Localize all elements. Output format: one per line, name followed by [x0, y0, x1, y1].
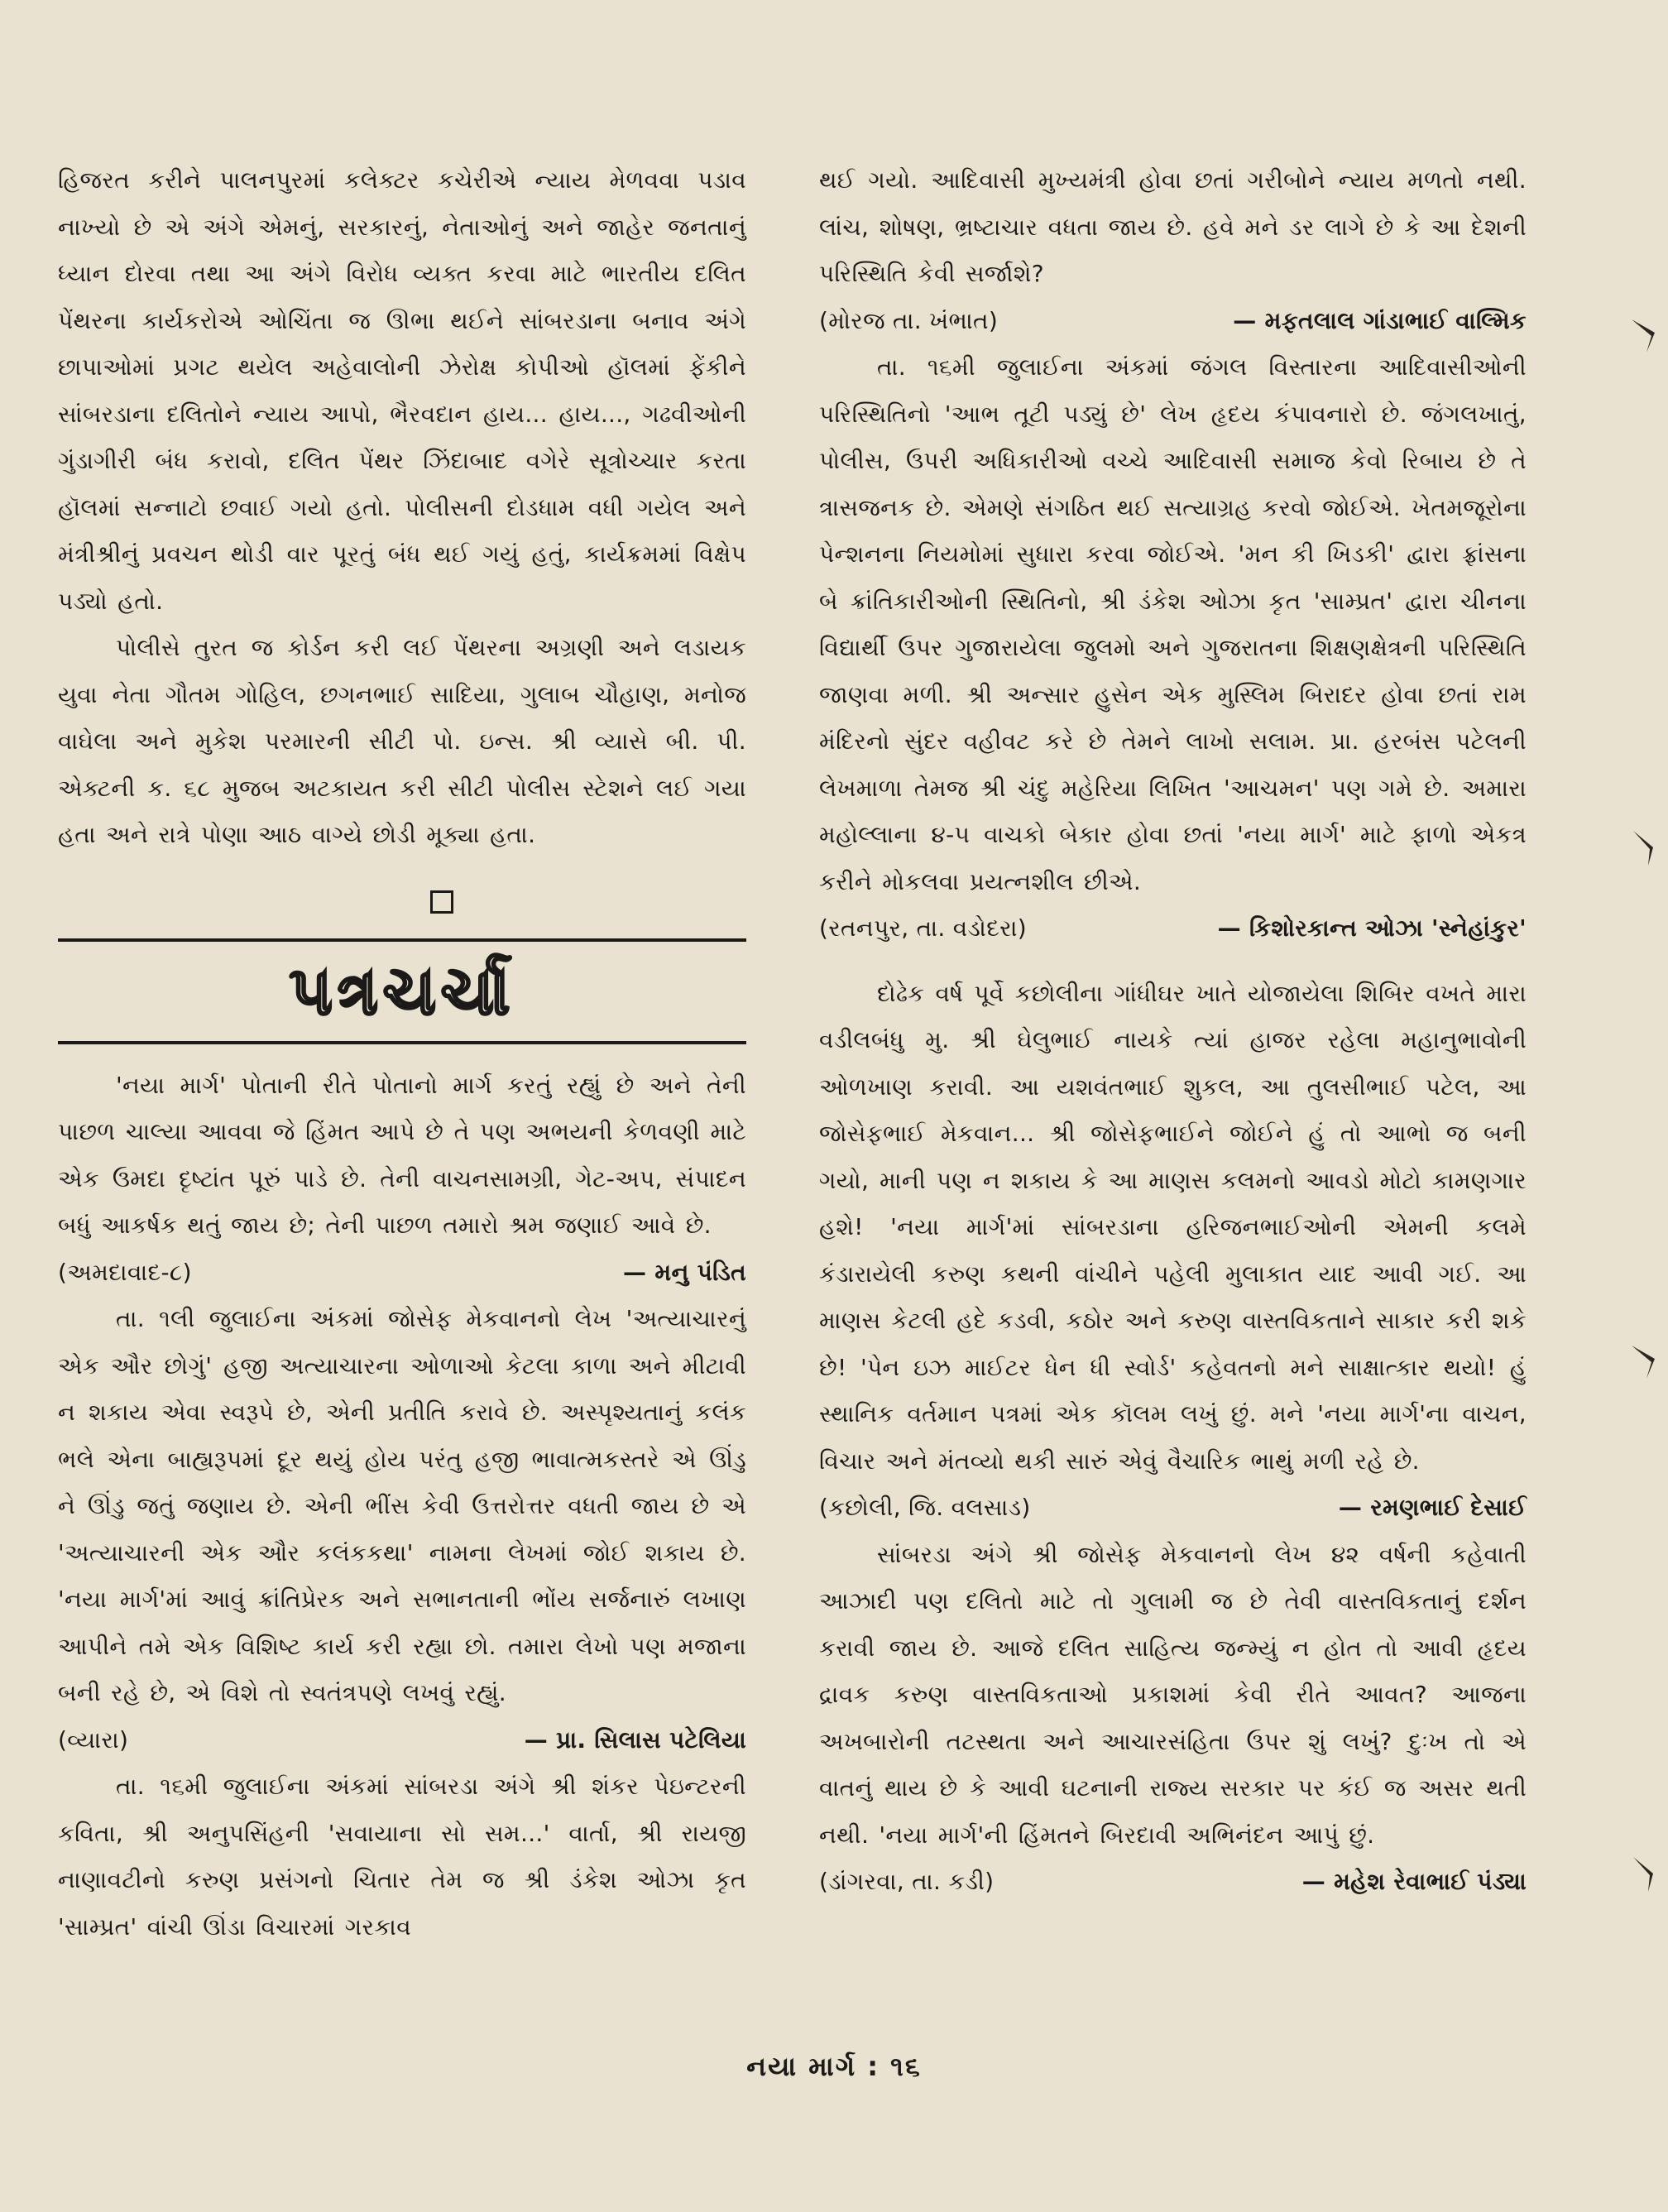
letter: [819, 971, 1527, 1532]
letter-place: (મોરજ તા. ખંભાત): [819, 306, 999, 334]
punch-hole-mark: [1630, 1855, 1668, 1893]
letter-place: (વ્યારા): [58, 1725, 129, 1754]
letter: [819, 1532, 1527, 1906]
continued-letter-text: તા. ૧૬મી જુલાઈના અંકમાં સાંબરડા અંગે શ્રી શંકર પેઇન્ટરની કવિતા, શ્રી અનુપસિંહની 'સવાયાના સો સમ...' વાર્તા, શ્રી રાયજી નાણાવટીનો કરુણ પ્રસંગનો ચિતાર તેમ જ શ્રી ડંકેશ ઓઝા કૃત 'સામ્પ્રત' વાંચી ઊંડા વિચારમાં ગરકાવ: [58, 1773, 746, 1941]
letter-place: (અમદાવાદ-૮): [58, 1258, 192, 1286]
letter-text: દોઢેક વર્ષ પૂર્વે કછોલીના ગાંધીઘર ખાતે યોજાયેલા શિબિર વખતે મારા વડીલબંધુ મુ. શ્રી ઘેલુભાઈ નાયકે ત્યાં હાજર રહેલા મહાનુભાવોની ઓળખાણ કરાવી. આ યશવંતભાઈ શુકલ, આ તુલસીભાઈ પટેલ, આ જોસેફભાઈ મેકવાન... શ્રી જોસેફભાઈને જોઈને હું તો આભો જ બની ગયો, માની પણ ન શકાય કે આ માણસ કલમનો આવડો મોટો કામણગાર હશે! 'નયા માર્ગ'માં સાંબરડાના હરિજનભાઈઓની એમની કલમે કંડારાયેલી કરુણ કથની વાંચીને પહેલી મુલાકાત યાદ આવી ગઈ. આ માણસ કેટલી હદે કડવી, કઠોર અને કરુણ વાસ્તવિકતાને સાકાર કરી શકે છે! 'પેન ઇઝ માઈટર ધેન ધી સ્વોર્ડ' કહેવતનો મને સાક્ષાત્કાર થયો! હું સ્થાનિક વર્તમાન પત્રમાં એક કૉલમ લખું છું. મને 'નયા માર્ગ'ના વાચન, વિચાર અને મંતવ્યો થકી સારું એવું વૈચારિક ભાથું મળી રહે છે.: [819, 979, 1527, 1475]
intro-paragraph-2: પોલીસે તુરત જ કોર્ડન કરી લઈ પેંથરના અગ્રણી અને લડાયક યુવા નેતા ગૌતમ ગોહિલ, છગનભાઈ સાદિયા, ગુલાબ ચૌહાણ, મનોજ વાઘેલા અને મુકેશ પરમારની સીટી પો. ઇન્સ. શ્રી વ્યાસે બી. પી. એક્ટની ક. ૬૮ મુજબ અટકાયત કરી સીટી પોલીસ સ્ટેશને લઈ ગયા હતા અને રાત્રે પોણા આઠ વાગ્યે છોડી મૂક્યા હતા.: [58, 634, 746, 848]
page-footer: નયા માર્ગ : ૧૬: [746, 2051, 922, 2082]
letter-author: — મફતલાલ ગાંડાભાઈ વાલ્મિક: [1233, 306, 1527, 334]
letter-signature: [819, 1485, 1527, 1532]
letter-author: — રમણભાઈ દેસાઈ: [1338, 1494, 1527, 1521]
section-rule-bottom: [58, 1041, 746, 1044]
article-end-mark: [430, 890, 453, 914]
punch-hole-mark: [1630, 829, 1668, 867]
letter-text: સાંબરડા અંગે શ્રી જોસેફ મેકવાનનો લેખ ૪૨ વર્ષની કહેવાતી આઝાદી પણ દલિતો માટે તો ગુલામી જ છે તેવી વાસ્તવિકતાનું દર્શન કરાવી જાય છે. આજે દલિત સાહિત્ય જન્મ્યું ન હોત તો આવી હૃદય દ્રાવક કરુણ વાસ્તવિકતાઓ પ્રકાશમાં કેવી રીતે આવત? આજના અખબારોની તટસ્થતા અને આચારસંહિતા ઉપર શું લખું? દુઃખ તો એ વાતનું થાય છે કે આવી ઘટનાની રાજ્ય સરકાર પર કંઈ જ અસર થતી નથી. 'નયા માર્ગ'ની હિંમતને બિરદાવી અભિનંદન આપું છું.: [819, 1540, 1527, 1849]
letter-place: (ડાંગરવા, તા. કડી): [819, 1868, 995, 1895]
letter-author: — પ્રા. સિલાસ પટેલિયા: [524, 1725, 746, 1754]
letter-author: — મહેશ રેવાભાઈ પંડ્યા: [1301, 1868, 1527, 1895]
right-column: [819, 157, 1527, 1906]
continued-text: થઈ ગયો. આદિવાસી મુખ્યમંત્રી હોવા છતાં ગરીબોને ન્યાય મળતો નથી. લાંચ, શોષણ, ભ્રષ્ટાચાર વધતા જાય છે. હવે મને ડર લાગે છે કે આ દેશની પરિસ્થિતિ કેવી સર્જાશે?: [819, 166, 1527, 287]
letter-text: તા. ૧૬મી જુલાઈના અંકમાં જંગલ વિસ્તારના આદિવાસીઓની પરિસ્થિતિનો 'આભ તૂટી પડ્યું છે' લેખ હૃદય કંપાવનારો છે. જંગલખાતું, પોલીસ, ઉપરી અધિકારીઓ વચ્ચે આદિવાસી સમાજ કેવો રિબાય છે તે ત્રાસજનક છે. એમણે સંગઠિત થઈ સત્યાગ્રહ કરવો જોઈએ. ખેતમજૂરોના પેન્શનના નિયમોમાં સુધારા કરવા જોઈએ. 'મન કી ખિડકી' દ્વારા ફ્રાંસના બે ક્રાંતિકારીઓની સ્થિતિનો, શ્રી ડંકેશ ઓઝા કૃત 'સામ્પ્રત' દ્વારા ચીનના વિદ્યાર્થી ઉપર ગુજારાયેલા જુલમો અને ગુજરાતના શિક્ષણક્ષેત્રની પરિસ્થિતિ જાણવા મળી. શ્રી અન્સાર હુસેન એક મુસ્લિમ બિરાદર હોવા છતાં રામ મંદિરનો સુંદર વહીવટ કરે છે તેમને લાખો સલામ. પ્રા. હરબંસ પટેલની લેખમાળા તેમજ શ્રી ચંદુ મહેરિયા લિખિત 'આચમન' પણ ગમે છે. અમારા મહોલ્લાના ૪-૫ વાચકો બેકાર હોવા છતાં 'નયા માર્ગ' માટે ફાળો એકત્ર કરીને મોકલવા પ્રયત્નશીલ છીએ.: [819, 353, 1527, 895]
letter-text: 'નયા માર્ગ' પોતાની રીતે પોતાનો માર્ગ કરતું રહ્યું છે અને તેની પાછળ ચાલ્યા આવવા જે હિંમત આપે છે તે પણ અભયની કેળવણી માટે એક ઉમદા દૃષ્ટાંત પૂરું પાડે છે. તેની વાચનસામગ્રી, ગેટ-અપ, સંપાદન બધું આકર્ષક થતું જાય છે; તેની પાછળ તમારો શ્રમ જણાઈ આવે છે.: [58, 1071, 746, 1239]
letter-signature: [58, 1717, 746, 1764]
letter-signature: [819, 298, 1527, 345]
punch-hole-mark: [1630, 316, 1668, 354]
letter-place: (કછોલી, જિ. વલસાડ): [819, 1494, 1031, 1521]
letter-signature: [58, 1250, 746, 1297]
punch-hole-mark: [1630, 1342, 1668, 1380]
left-column: [58, 157, 746, 1950]
letter-signature: [819, 905, 1527, 952]
intro-paragraph-1: હિજરત કરીને પાલનપુરમાં કલેક્ટર કચેરીએ ન્યાય મેળવવા પડાવ નાખ્યો છે એ અંગે એમનું, સરકારનું, નેતાઓનું અને જાહેર જનતાનું ધ્યાન દોરવા તથા આ અંગે વિરોધ વ્યક્ત કરવા માટે ભારતીય દલિત પેંથરના કાર્યકરોએ ઓચિંતા જ ઊભા થઈને સાંબરડાના બનાવ અંગે છાપાઓમાં પ્રગટ થયેલ અહેવાલોની ઝેરોક્ષ કોપીઓ હૉલમાં ફેંકીને સાંબરડાના દલિતોને ન્યાય આપો, ભૈરવદાન હાય... હાય..., ગઢવીઓની ગુંડાગીરી બંધ કરાવો, દલિત પેંથર ઝિંદાબાદ વગેરે સૂત્રોચ્ચાર કરતા હૉલમાં સન્નાટો છવાઈ ગયો હતો. પોલીસની દોડધામ વધી ગયેલ અને મંત્રીશ્રીનું પ્રવચન થોડી વાર પૂરતું બંધ થઈ ગયું હતું, કાર્યક્રમમાં વિક્ષેપ પડ્યો હતો.: [58, 166, 746, 615]
letter: [819, 344, 1527, 952]
letter-place: (રતનપુર, તા. વડોદરા): [819, 914, 1028, 942]
letter-signature: [819, 1859, 1527, 1906]
section-title: પત્રચર્ચા: [289, 952, 515, 1029]
letter: [58, 1063, 746, 1297]
letter-author: — કિશોરકાન્ત ઓઝા 'સ્નેહાંકુર': [1217, 914, 1527, 942]
letter-text: તા. ૧લી જુલાઈના અંકમાં જોસેફ મેકવાનનો લેખ 'અત્યાચારનું એક ઔર છોગું' હજી અત્યાચારના ઓળાઓ કેટલા કાળા અને મીટાવી ન શકાય એવા સ્વરૂપે છે, એની પ્રતીતિ કરાવે છે. અસ્પૃશ્યતાનું કલંક ભલે એના બાહ્યરૂપમાં દૂર થયું હોય પરંતુ હજી ભાવાત્મકસ્તરે એ ઊંડુ ને ઊંડુ જતું જણાય છે. એની ભીંસ કેવી ઉત્તરોત્તર વધતી જાય છે એ 'અત્યાચારની એક ઔર કલંકકથા' નામના લેખમાં જોઈ શકાય છે. 'નયા માર્ગ'માં આવું ક્રાંતિપ્રેરક અને સભાનતાની ભોંય સર્જનારું લખાણ આપીને તમે એક વિશિષ્ટ કાર્ય કરી રહ્યા છો. તમારા લેખો પણ મજાના બની રહે છે, એ વિશે તો સ્વતંત્રપણે લખવું રહ્યું.: [58, 1305, 746, 1706]
letter: [58, 1296, 746, 1763]
spacer: [819, 952, 1527, 971]
letter-author: — મનુ પંડિત: [623, 1258, 746, 1286]
